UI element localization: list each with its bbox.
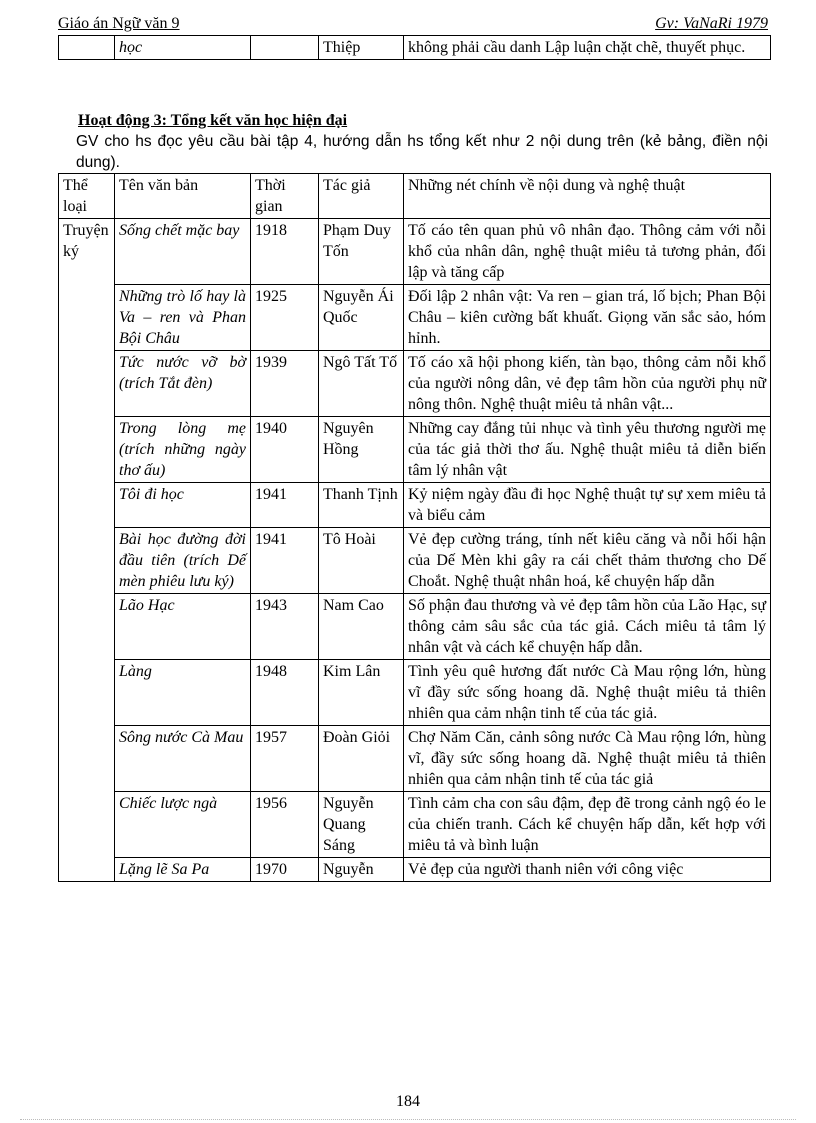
cell-title: Những trò lố hay là Va – ren và Phan Bội Châu bbox=[115, 285, 251, 351]
cell-year: 1940 bbox=[251, 417, 319, 483]
cell-year: 1925 bbox=[251, 285, 319, 351]
cell-author: Nguyễn bbox=[319, 858, 404, 882]
cell-title: Tức nước vỡ bờ (trích Tắt đèn) bbox=[115, 351, 251, 417]
header-year: Thời gian bbox=[251, 174, 319, 219]
cell-content: Những cay đắng tủi nhục và tình yêu thương người mẹ của tác giả thời thơ ấu. Nghệ thuật miêu tả diễn biến tâm lý nhân vật bbox=[404, 417, 771, 483]
cell-content: Đối lập 2 nhân vật: Va ren – gian trá, lố bịch; Phan Bội Châu – kiên cường bất khuất. Giọng văn sắc sảo, hóm hỉnh. bbox=[404, 285, 771, 351]
cell-genre: Truyện ký bbox=[59, 219, 115, 882]
header-subject: Giáo án Ngữ văn 9 bbox=[58, 15, 180, 32]
table-row bbox=[59, 726, 771, 792]
table-row bbox=[59, 660, 771, 726]
cell-title: Chiếc lược ngà bbox=[115, 792, 251, 858]
cell-content: Vẻ đẹp của người thanh niên với công việc bbox=[404, 858, 771, 882]
table-row bbox=[59, 351, 771, 417]
cell-content: Tình cảm cha con sâu đậm, đẹp đẽ trong cảnh ngộ éo le của chiến tranh. Cách kể chuyện hấp dẫn, kết hợp với miêu tả và bình luận bbox=[404, 792, 771, 858]
cell-year: 1948 bbox=[251, 660, 319, 726]
header-genre: Thể loại bbox=[59, 174, 115, 219]
cell-content: Kỷ niệm ngày đầu đi học Nghệ thuật tự sự xem miêu tả và biểu cảm bbox=[404, 483, 771, 528]
activity-section bbox=[78, 110, 768, 173]
cell-title: Trong lòng mẹ (trích những ngày thơ ấu) bbox=[115, 417, 251, 483]
cell-author: Phạm Duy Tốn bbox=[319, 219, 404, 285]
cell-author: Ngô Tất Tố bbox=[319, 351, 404, 417]
cell-title: Làng bbox=[115, 660, 251, 726]
cell-content: Tình yêu quê hương đất nước Cà Mau rộng lớn, hùng vĩ đầy sức sống hoang dã. Nghệ thuật miêu tả thiên nhiên qua cảm nhận tinh tế của tác giả. bbox=[404, 660, 771, 726]
cell-title: Sống chết mặc bay bbox=[115, 219, 251, 285]
cell-title: Lão Hạc bbox=[115, 594, 251, 660]
cell-year: 1941 bbox=[251, 483, 319, 528]
table-row bbox=[59, 36, 771, 60]
footer-divider bbox=[20, 1119, 796, 1120]
cell-author: Nguyễn Quang Sáng bbox=[319, 792, 404, 858]
table-row bbox=[59, 792, 771, 858]
cell-year: 1943 bbox=[251, 594, 319, 660]
section-intro: GV cho hs đọc yêu cầu bài tập 4, hướng dẫn hs tổng kết như 2 nội dung trên (kẻ bảng, điền nội dung). bbox=[76, 133, 768, 171]
table-row bbox=[59, 285, 771, 351]
header-author: Tác giả bbox=[319, 174, 404, 219]
cell-title: Lặng lẽ Sa Pa bbox=[115, 858, 251, 882]
table-row bbox=[59, 483, 771, 528]
table-row bbox=[59, 417, 771, 483]
cell-author: Nam Cao bbox=[319, 594, 404, 660]
cell-content: Vẻ đẹp cường tráng, tính nết kiêu căng và nỗi hối hận của Dế Mèn khi gây ra cái chết thảm thương cho Dế Choắt. Nghệ thuật nhân hoá, kể chuyện hấp dẫn bbox=[404, 528, 771, 594]
cell-author: Kim Lân bbox=[319, 660, 404, 726]
cell-title: Sông nước Cà Mau bbox=[115, 726, 251, 792]
table-row bbox=[59, 594, 771, 660]
cell-content: Chợ Năm Căn, cảnh sông nước Cà Mau rộng lớn, hùng vĩ, đầy sức sống hoang dã. Nghệ thuật miêu tả thiên nhiên qua cảm nhận tinh tế của tác giả bbox=[404, 726, 771, 792]
page-header bbox=[58, 13, 768, 35]
summary-table bbox=[58, 173, 771, 882]
header-content: Những nét chính về nội dung và nghệ thuật bbox=[404, 174, 771, 219]
cell-year: 1918 bbox=[251, 219, 319, 285]
cell-title: Tôi đi học bbox=[115, 483, 251, 528]
cell-author: Tô Hoài bbox=[319, 528, 404, 594]
header-author: Gv: VaNaRi 1979 bbox=[655, 15, 768, 32]
cell-author: Thiệp bbox=[319, 36, 404, 60]
cell-content: Tố cáo xã hội phong kiến, tàn bạo, thông cảm nỗi khổ của người nông dân, vẻ đẹp tâm hồn của người phụ nữ nông thôn. Nghệ thuật miêu tả nhân vật... bbox=[404, 351, 771, 417]
cell-year: 1970 bbox=[251, 858, 319, 882]
section-heading: Hoạt động 3: Tổng kết văn học hiện đại bbox=[78, 112, 348, 129]
cell-title: học bbox=[115, 36, 251, 60]
table-row bbox=[59, 858, 771, 882]
cell-author: Thanh Tịnh bbox=[319, 483, 404, 528]
cell-author: Nguyễn Ái Quốc bbox=[319, 285, 404, 351]
cell-author: Nguyên Hồng bbox=[319, 417, 404, 483]
page-number: 184 bbox=[396, 1093, 420, 1110]
cell-year: 1941 bbox=[251, 528, 319, 594]
table-header-row bbox=[59, 174, 771, 219]
cell-year: 1956 bbox=[251, 792, 319, 858]
cell-author: Đoàn Giỏi bbox=[319, 726, 404, 792]
cell-year: 1939 bbox=[251, 351, 319, 417]
header-title: Tên văn bản bbox=[115, 174, 251, 219]
cell-content: Tố cáo tên quan phủ vô nhân đạo. Thông cảm với nỗi khổ của nhân dân, nghệ thuật miêu tả tương phản, đối lập và tăng cấp bbox=[404, 219, 771, 285]
cell-content: không phải cầu danh Lập luận chặt chẽ, thuyết phục. bbox=[404, 36, 771, 60]
table-row bbox=[59, 219, 771, 285]
summary-table-body bbox=[59, 174, 771, 882]
cell-year bbox=[251, 36, 319, 60]
cell-genre bbox=[59, 36, 115, 60]
cell-year: 1957 bbox=[251, 726, 319, 792]
continued-table bbox=[58, 35, 771, 60]
table-row bbox=[59, 528, 771, 594]
cell-title: Bài học đường đời đầu tiên (trích Dế mèn phiêu lưu ký) bbox=[115, 528, 251, 594]
cell-content: Số phận đau thương và vẻ đẹp tâm hồn của Lão Hạc, sự thông cảm sâu sắc của tác giả. Cách miêu tả tâm lý nhân vật và cách kể chuyện hấp dẫn. bbox=[404, 594, 771, 660]
